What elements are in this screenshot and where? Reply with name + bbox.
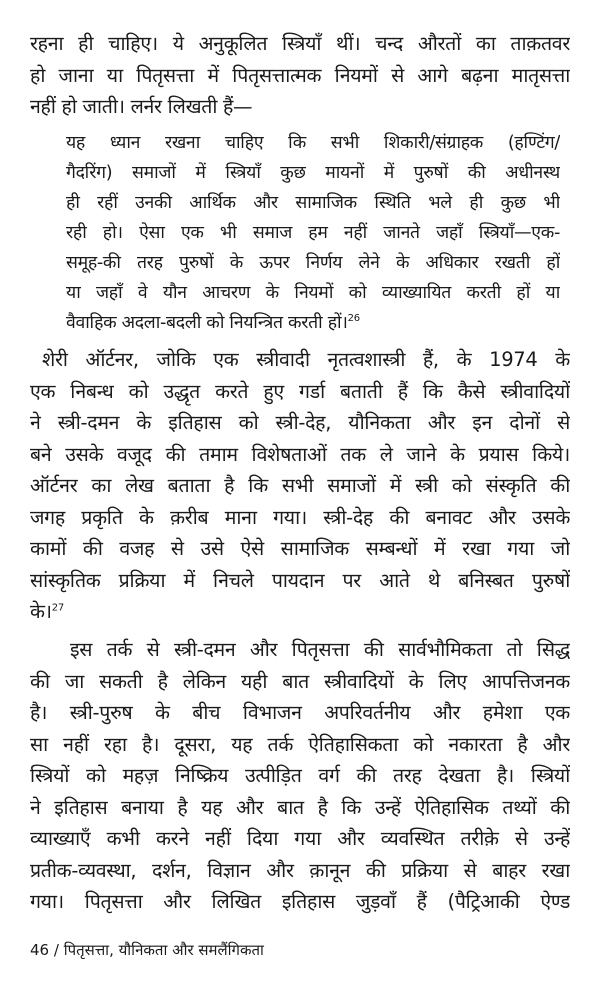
text-line: सांस्कृतिक प्रक्रिया में निचले पायदान पर आते थे बनिस्बत पुरुषों <box>30 568 570 592</box>
text-line: रहना ही चाहिए। ये अनुकूलित स्त्रियाँ थीं। चन्द औरतों का ताक़तवर <box>30 32 570 55</box>
footnote-marker-27: 27 <box>51 602 64 614</box>
block-quote <box>66 128 560 338</box>
text-line: नहीं हो जाती। लर्नर लिखती हैं— <box>30 95 253 118</box>
text-line: प्रतीक-व्यवस्था, दर्शन, विज्ञान और क़ानून की प्रक्रिया से बाहर रखा <box>30 858 570 882</box>
quote-line: ही रहीं उनकी आर्थिक और सामाजिक स्थिति भले ही कुछ भी <box>66 193 560 213</box>
text-line: हो जाना या पितृसत्ता में पितृसत्तात्मक नियमों से आगे बढ़ना मातृसत्ता <box>30 63 570 87</box>
running-title: पितृसत्ता, यौनिकता और समलैंगिकता <box>63 941 264 959</box>
paragraph-3 <box>30 634 570 918</box>
text-line: शेरी ऑर्टनर, जोकि एक स्त्रीवादी नृतत्वशास्त्री हैं, के 1974 के <box>42 348 570 371</box>
paragraph-2 <box>30 344 570 628</box>
page-footer <box>30 940 264 960</box>
quote-line: गैदरिंग) समाजों में स्त्रियाँ कुछ मायनों में पुरुषों की अधीनस्थ <box>66 163 560 183</box>
footer-separator: / <box>53 941 59 959</box>
text-line: गया। पितृसत्ता और लिखित इतिहास जुड़वाँ हैं (पैट्रिआकी ऐण्ड <box>30 890 570 913</box>
quote-line-last <box>66 308 560 338</box>
text-line: ऑर्टनर का लेख बताता है कि सभी समाजों में स्त्री को संस्कृति की <box>30 474 570 497</box>
quote-line: या जहाँ वे यौन आचरण के नियमों को व्याख्यायित करती हों या <box>66 283 560 303</box>
quote-line: यह ध्यान रखना चाहिए कि सभी शिकारी/संग्राहक (हण्टिंग/ <box>66 133 560 153</box>
quote-line: समूह-की तरह पुरुषों के ऊपर निर्णय लेने के अधिकार रखती हों <box>66 253 560 273</box>
text-line: बने उसके वजूद की तमाम विशेषताओं तक ले जाने के प्रयास किये। <box>30 442 570 466</box>
text-line: है। स्त्री-पुरुष के बीच विभाजन अपरिवर्तनीय और हमेशा एक <box>30 701 570 724</box>
text-line: स्त्रियों को महज़ निष्क्रिय उत्पीड़ित वर्ग की तरह देखता है। स्त्रियों <box>30 764 570 787</box>
page-number: 46 <box>30 941 50 959</box>
quote-line-text: वैवाहिक अदला-बदली को नियन्त्रित करती हों। <box>66 313 348 333</box>
line-text: के। <box>30 600 52 623</box>
text-line: ने स्त्री-दमन के इतिहास को स्त्री-देह, यौनिकता और इन दोनों से <box>30 411 570 434</box>
paragraph-1 <box>30 28 570 123</box>
text-line: सा नहीं रहा है। दूसरा, यह तर्क ऐतिहासिकता को नकारता है और <box>30 732 570 756</box>
text-line-last <box>30 596 570 628</box>
text-line: की जा सकती है लेकिन यही बात स्त्रीवादियों के लिए आपत्तिजनक <box>30 669 570 693</box>
text-line: व्याख्याएँ कभी करने नहीं दिया गया और व्यवस्थित तरीक़े से उन्हें <box>30 827 570 850</box>
text-line: कामों की वजह से उसे ऐसे सामाजिक सम्बन्धों में रखा गया जो <box>30 537 570 560</box>
text-line: इस तर्क से स्त्री-दमन और पितृसत्ता की सार्वभौमिकता तो सिद्ध <box>70 638 570 661</box>
text-line: एक निबन्ध को उद्धृत करते हुए गर्डा बताती हैं कि कैसे स्त्रीवादियों <box>30 379 570 403</box>
quote-line: रही हो। ऐसा एक भी समाज हम नहीं जानते जहाँ स्त्रियाँ—एक- <box>66 223 560 243</box>
text-line: ने इतिहास बनाया है यह और बात है कि उन्हें ऐतिहासिक तथ्यों की <box>30 795 570 819</box>
footnote-marker-26: 26 <box>347 313 360 325</box>
text-line: जगह प्रकृति के क़रीब माना गया। स्त्री-देह की बनावट और उसके <box>30 505 570 529</box>
